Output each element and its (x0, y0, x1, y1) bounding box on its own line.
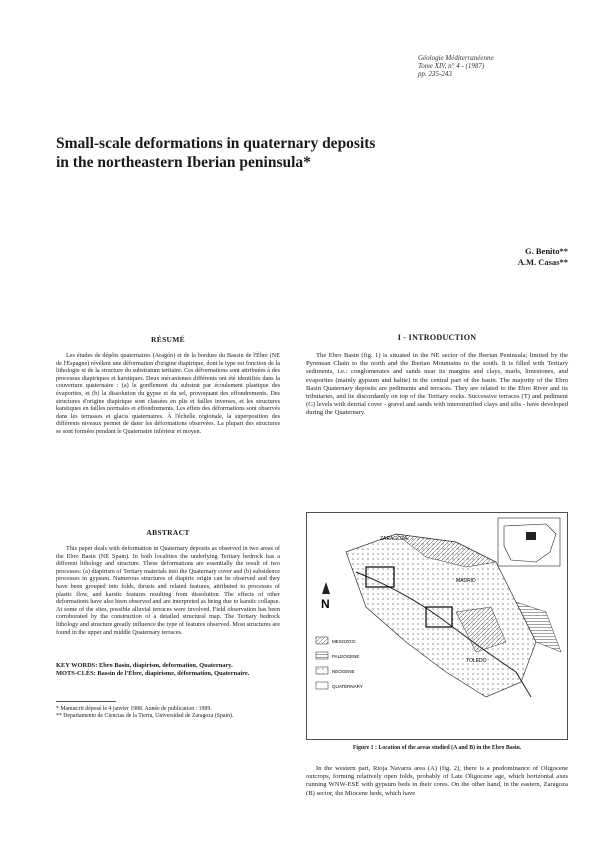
abstract-text (56, 545, 280, 636)
journal-pages: pp. 235-243 (418, 70, 452, 78)
keywords-fr: Bassin de l'Èbre, diapirisme, déformation, Quaternaire. (97, 670, 250, 677)
resume-paragraph: Les études de dépôts quaternaires (Aragón) et de la bordure du Bassin de l'Èbre (NE de l'Espagne) révèlent une déformation d'origine diapirique, dont le type est fonction de la lithologie et de la structure du substratum tertiaire. Ces déformations sont attribuées à des processus diapiriques et karstiques. Deux mécanismes différents ont été identifiés dans la couverture quaternaire : (a) le gonflement du substrat par écoulement plastique des évaporites, et (b) la dissolution du gypse et du sel, provoquant des effondrements. Des structures d'origine diapirique sont classées en plis et failles inverses, et les structures karstiques en failles normales et effondrements. Les effets des déformations sont observés dans les terrasses et glacis quaternaires. À l'échelle régionale, la superposition des différents niveaux permet de dater les déformations observées. La plupart des structures se sont formées pendant le Quaternaire inférieur et moyen. (56, 352, 280, 435)
map-svg (306, 512, 568, 740)
legend-item-4: QUATERNARY (332, 684, 363, 689)
keywords-label: KEY WORDS: (56, 662, 98, 669)
footnote-rule (56, 701, 116, 702)
footnote-1: * Manuscrit déposé le 4 janvier 1988. Année de publication : 1989. (56, 706, 212, 712)
figure-1-map (306, 512, 568, 740)
introduction-text-continued (306, 765, 568, 798)
figure-1-caption: Figure 1 : Location of the areas studied (A and B) in the Ebro Basin. (352, 745, 522, 751)
paper-title: Small-scale deformations in quaternary deposits in the northeastern Iberian peninsula* (56, 135, 376, 171)
author-1: G. Benito** (525, 246, 568, 256)
journal-citation (418, 54, 568, 78)
journal-name: Géologie Méditerranéenne (418, 54, 494, 62)
map-label-madrid: MADRID (456, 578, 476, 584)
introduction-text (306, 352, 568, 418)
legend-item-2: PALEOGENE (332, 654, 360, 659)
introduction-paragraph-1: The Ebro Basin (fig. 1) is situated in the NE sector of the Iberian Peninsula; limited by the Pyrenean Chain to the north and the Iberian Mountains to the south. It is filled with Tertiary sediments, i.e.: conglomerates and sands near its margins and clays, marls, limestones, and evaporites (mainly gypsum and halite) in the central part of the basin. The majority of the Ebro Basin Quaternary deposits are pediments and terraces. They are related to the Ebro River and its tributaries, and lie discordantly on top of the Tertiary rocks. Successive terraces (T) and pediment (G) levels with detrital cover - gravel and sands with interstratified clays and silts - have developed during the Quaternary. (306, 352, 568, 417)
author-2: A.M. Casas** (517, 257, 568, 267)
keywords-en: Ebro Basin, diapirism, deformation, Quaternary. (98, 662, 233, 669)
keywords-block (56, 662, 280, 678)
author-list (448, 246, 568, 268)
legend-item-3: NEOGENE (332, 669, 355, 674)
introduction-heading: I - INTRODUCTION (397, 333, 477, 342)
abstract-heading: ABSTRACT (146, 528, 190, 537)
footnote-2: ** Departamento de Ciencias de la Tierra, Universidad de Zaragoza (Spain). (56, 713, 234, 719)
map-label-zaragoza: ZARAGOZA (380, 536, 408, 542)
map-label-toledo: TOLEDO (466, 658, 487, 664)
introduction-paragraph-2: In the western part, Rioja Navarra area (A) (fig. 2), there is a predominance of Oligocene outcrops, forming relatively open folds, probably of Late Oligocene age, which horizontal axes running WNW-ESE with gypsum beds in their cores. On the other hand, in the eastern, Zaragoza (B) sector, the Miocene beds, which have (306, 765, 568, 797)
mots-cles-label: MOTS-CLÉS: (56, 670, 96, 677)
legend-item-1: MESOZOIC (332, 639, 357, 644)
resume-text (56, 352, 280, 436)
journal-volume: Tome XIV, n° 4 - (1987) (418, 62, 485, 70)
footnotes (56, 701, 280, 720)
north-label: N (321, 597, 330, 611)
abstract-paragraph: This paper deals with deformation in Quaternary deposits as observed in two areas of the Ebro Basin (NE Spain). In both localities the underlying Tertiary bedrock has a different lithology and structure. These deformations are essentially the result of two processes: (a) diapirism of Tertiary materials into the Quaternary cover and (b) subsidence processes in gypsum. Numerous structures of diapiric origin can be observed and they have been grouped into folds, thrusts and related features, attributed to processes of plastic flow, and karstic features resulting from dissolution. The effects of other deformations have also been observed and are interpreted as being due to karstic collapse. At some of the sites, possible alluvial terraces were involved. Field observation has been corroborated by the construction of a detailed structural map. The Tertiary bedrock lithology and structure greatly influence the type of features observed. Most structures are found in the upper and middle Quaternary terraces. (56, 545, 280, 636)
iberia-inset (498, 518, 560, 566)
resume-heading: RÉSUMÉ (151, 335, 185, 344)
